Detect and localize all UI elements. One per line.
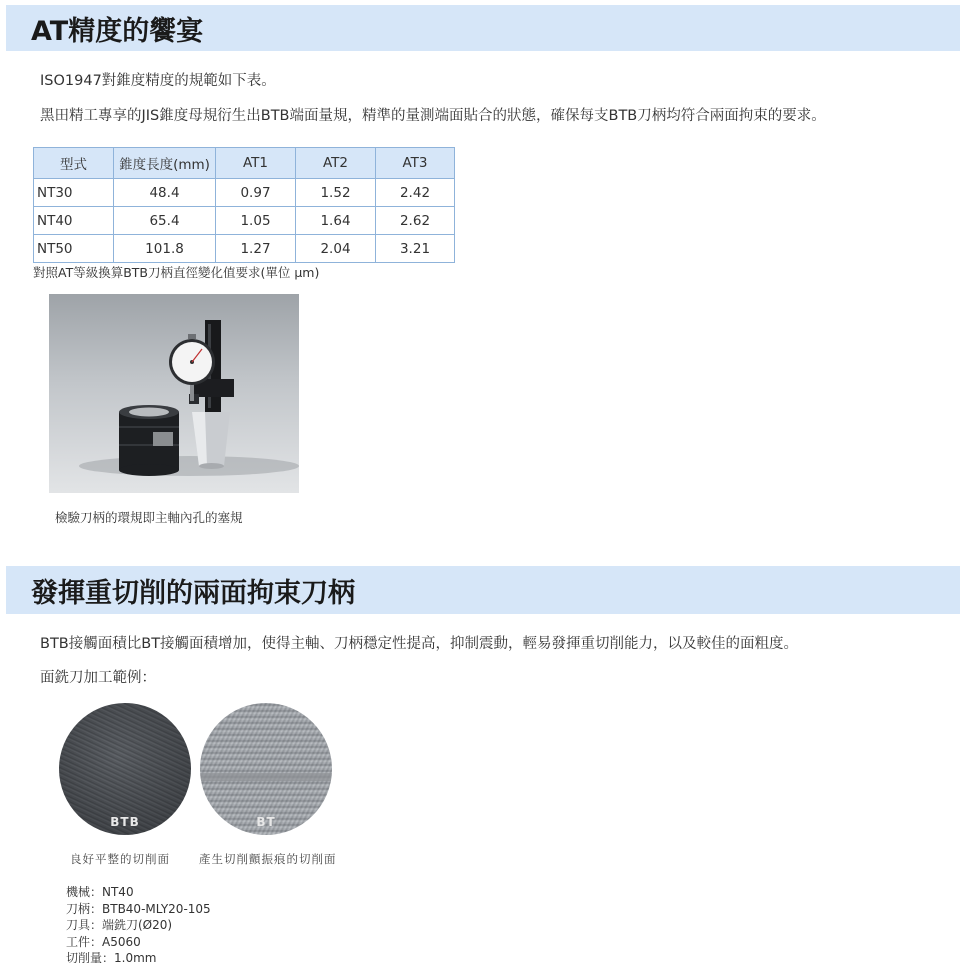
table-cell: 1.52 [296,179,376,207]
spec-workpiece: 工件：A5060 [66,934,141,949]
table-cell: 0.97 [216,179,296,207]
sample-caption-btb: 良好平整的切削面 [70,852,170,866]
table-cell: 1.27 [216,235,296,263]
section-header-at-precision [6,5,960,51]
table-cell: 3.21 [376,235,455,263]
spec-tool: 刀具：端銑刀(Ø20) [66,918,173,932]
photo-caption: 檢驗刀柄的環規即主軸內孔的塞規 [55,510,243,525]
paragraph-iso: ISO1947對錐度精度的規範如下表。 [40,73,276,89]
col-header-at2: AT2 [296,148,376,179]
table-cell: NT40 [34,207,114,235]
section-header-heavy-cutting [6,566,960,614]
btb-surface-sample [59,703,191,835]
col-header-type: 型式 [34,148,114,179]
gauge-photo [49,294,299,493]
table-cell: 48.4 [114,179,216,207]
machining-conditions [66,884,211,967]
bt-surface-sample [200,703,332,835]
section-title: 發揮重切削的兩面拘束刀柄 [31,577,355,609]
col-header-at1: AT1 [216,148,296,179]
table-cell: NT50 [34,235,114,263]
spec-cut-depth: 切削量：1.0mm [66,951,157,965]
sample-label-btb: BTB [110,815,140,829]
paragraph-btb-contact: BTB接觸面積比BT接觸面積增加，使得主軸、刀柄穩定性提高，抑制震動，輕易發揮重切削能力，以及較佳的面粗度。 [40,636,799,652]
table-cell: 101.8 [114,235,216,263]
table-cell: NT30 [34,179,114,207]
paragraph-milling-example: 面銑刀加工範例： [40,670,156,686]
table-caption: 對照AT等級換算BTB刀柄直徑變化值要求(單位 μm) [33,265,320,280]
paragraph-jis: 黑田精工專享的JIS錐度母規衍生出BTB端面量規，精準的量測端面貼合的狀態，確保每支BTB刀柄均符合兩面拘束的要求。 [40,108,826,124]
section-title: AT精度的饗宴 [31,15,204,47]
chatter-mark [200,773,332,781]
table-row [34,235,455,263]
table-cell: 65.4 [114,207,216,235]
gauge-illustration [49,294,299,493]
sample-label-bt: BT [256,815,276,829]
table-row [34,179,455,207]
table-cell: 2.42 [376,179,455,207]
table-cell: 1.64 [296,207,376,235]
table-cell: 2.04 [296,235,376,263]
sample-caption-bt: 產生切削顫振痕的切削面 [199,852,337,866]
spec-holder: 刀柄：BTB40-MLY20-105 [66,901,211,916]
at-spec-table [33,147,455,263]
table-header-row [34,148,455,179]
col-header-taper-length: 錐度長度(mm) [114,148,216,179]
spec-machine: 機械：NT40 [66,885,134,899]
table-row [34,207,455,235]
col-header-at3: AT3 [376,148,455,179]
table-cell: 1.05 [216,207,296,235]
table-cell: 2.62 [376,207,455,235]
